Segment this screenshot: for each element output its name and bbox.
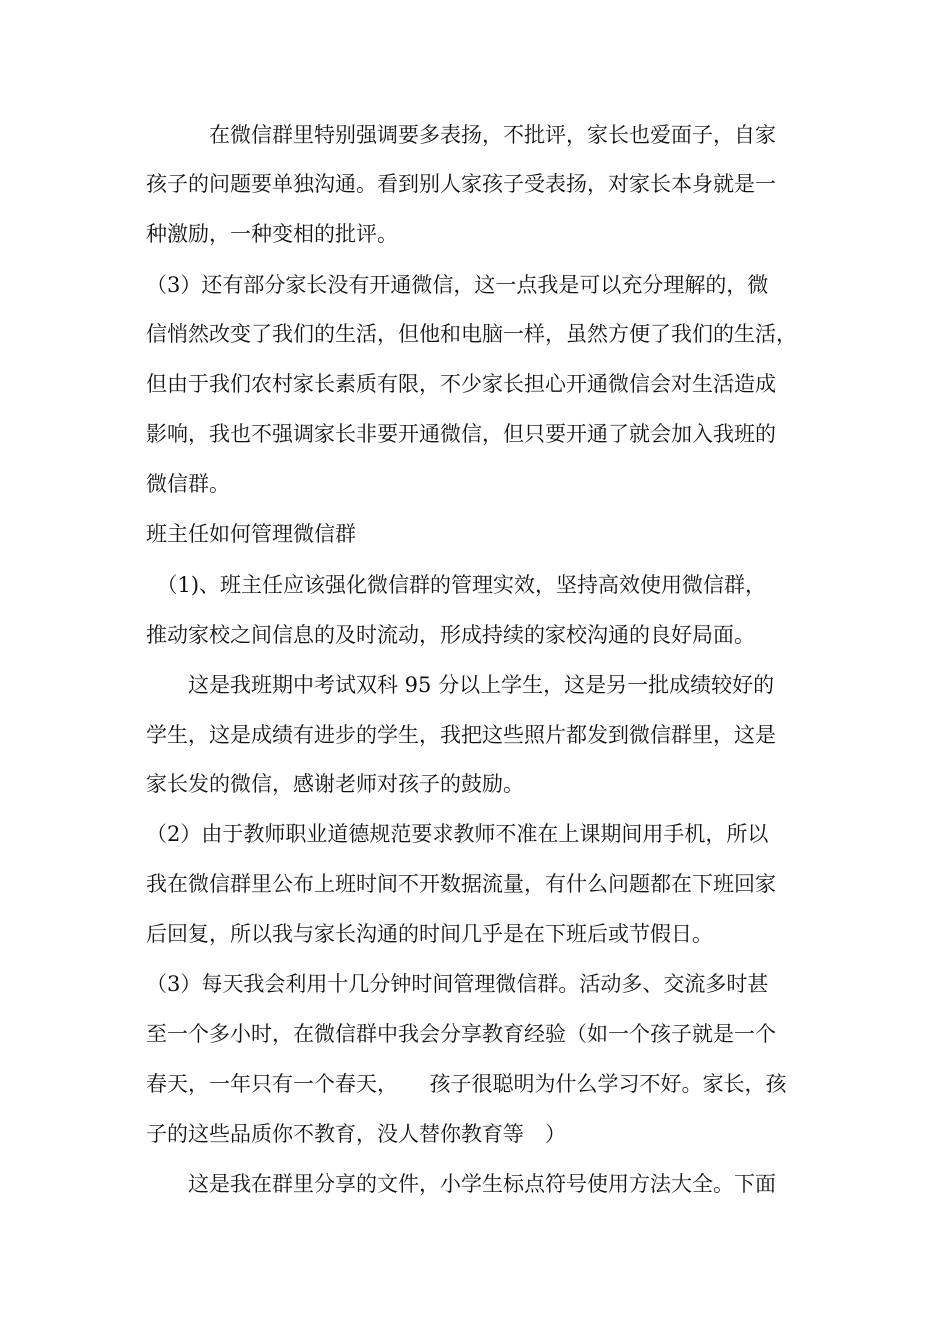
text-line-17: 后回复，所以我与家长沟通的时间几乎是在下班后或节假日。 [146,922,713,946]
text-line-19: 至一个多小时，在微信群中我会分享教育经验（如一个孩子就是一个 [146,1022,776,1046]
text-line-4: （3）还有部分家长没有开通微信，这一点我是可以充分理解的，微 [146,273,769,297]
text-line-2: 孩子的问题要单独沟通。看到别人家孩子受表扬，对家长本身就是一 [146,172,776,196]
text-line-20: 春天，一年只有一个春天， 孩子很聪明为什么学习不好。家长，孩 [146,1072,787,1096]
text-line-1: 在微信群里特别强调要多表扬，不批评，家长也爱面子，自家 [146,123,776,147]
text-line-18: （3）每天我会利用十几分钟时间管理微信群。活动多、交流多时甚 [146,972,769,996]
text-line-6: 但由于我们农村家长素质有限，不少家长担心开通微信会对生活造成 [146,372,776,396]
text-line-22: 这是我在群里分享的文件，小学生标点符号使用方法大全。下面 [146,1172,776,1196]
section-heading: 班主任如何管理微信群 [146,522,356,546]
text-line-8: 微信群。 [146,472,230,496]
text-line-11: 推动家校之间信息的及时流动，形成持续的家校沟通的良好局面。 [146,623,755,647]
text-line-5: 信悄然改变了我们的生活，但他和电脑一样，虽然方便了我们的生活， [146,322,797,346]
text-line-15: （2）由于教师职业道德规范要求教师不准在上课期间用手机，所以 [146,822,769,846]
text-line-10: （1)、班主任应该强化微信群的管理实效，坚持高效使用微信群， [146,573,767,597]
text-line-13: 学生，这是成绩有进步的学生，我把这些照片都发到微信群里，这是 [146,723,776,747]
text-line-16: 我在微信群里公布上班时间不开数据流量，有什么问题都在下班回家 [146,872,776,896]
text-line-12: 这是我班期中考试双科 95 分以上学生，这是另一批成绩较好的 [146,673,775,697]
text-line-21: 子的这些品质你不教育，没人替你教育等 ） [146,1122,566,1146]
text-line-3: 种激励，一种变相的批评。 [146,222,398,246]
text-line-14: 家长发的微信，感谢老师对孩子的鼓励。 [146,772,524,796]
text-line-7: 影响，我也不强调家长非要开通微信，但只要开通了就会加入我班的 [146,422,776,446]
